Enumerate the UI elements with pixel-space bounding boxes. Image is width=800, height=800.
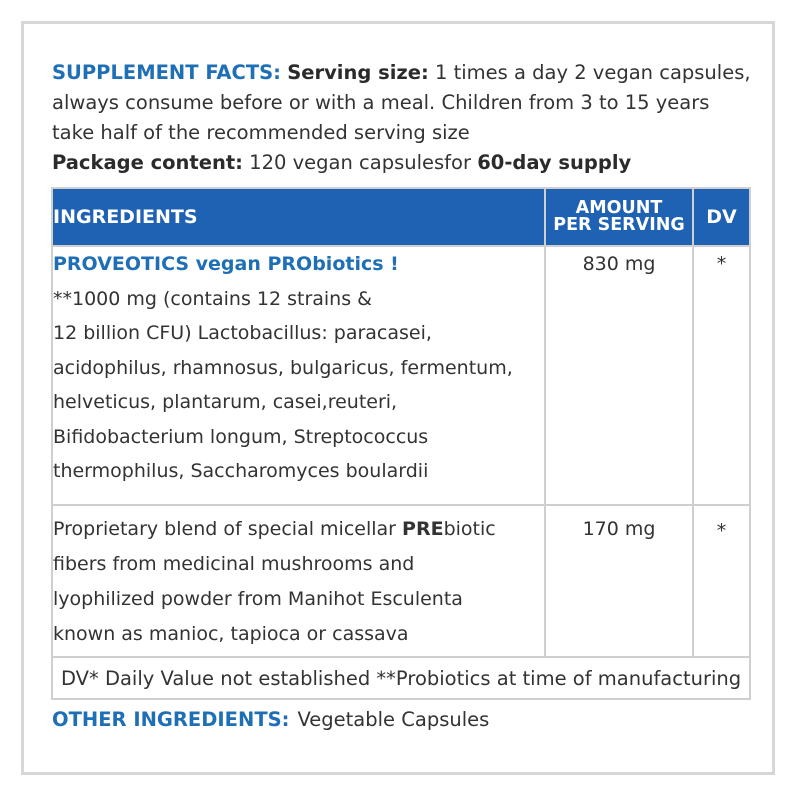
ingredient-description — [52, 505, 545, 657]
prebiotic-bold: PRE — [402, 518, 444, 540]
ingredient-line: fibers from medicinal mushrooms and — [53, 553, 415, 575]
serving-size-label: Serving size: — [287, 61, 429, 84]
prebiotic-prefix: Proprietary blend of special micellar — [53, 518, 403, 540]
amount-cell: 170 mg — [545, 505, 693, 657]
product-name: PROVEOTICS vegan PRObiotics ! — [53, 253, 399, 275]
amount-header-line-1: AMOUNT — [575, 198, 663, 218]
other-ingredients — [52, 708, 489, 731]
other-ingredients-value: Vegetable Capsules — [297, 708, 490, 731]
supplement-facts-heading: SUPPLEMENT FACTS: — [52, 61, 281, 84]
amount-header-line-2: PER SERVING — [553, 215, 685, 235]
amount-header — [545, 188, 693, 246]
ingredient-line: known as manioc, tapioca or cassava — [53, 623, 409, 645]
ingredient-description — [52, 246, 545, 505]
other-ingredients-label: OTHER INGREDIENTS: — [52, 708, 290, 731]
package-content-line — [52, 148, 752, 178]
ingredient-line: Bifidobacterium longum, Streptococcus — [53, 425, 429, 448]
amount-cell: 830 mg — [545, 246, 693, 505]
ingredient-line — [53, 518, 496, 540]
ingredient-line: 12 billion CFU) Lactobacillus: paracasei, — [53, 322, 432, 344]
ingredients-header: INGREDIENTS — [52, 188, 545, 246]
intro-line-1 — [52, 58, 752, 88]
footnote: DV* Daily Value not established **Probiotics at time of manufacturing — [52, 657, 750, 699]
ingredients-table — [51, 187, 751, 700]
table-header-row — [52, 188, 750, 246]
dv-cell: * — [693, 505, 750, 657]
supplement-facts-intro — [52, 58, 752, 178]
ingredient-line: acidophilus, rhamnosus, bulgaricus, fermentum, — [53, 356, 513, 379]
dv-cell: * — [693, 246, 750, 505]
package-content-text: 120 vegan capsulesfor — [242, 151, 478, 174]
footnote-row — [52, 657, 750, 699]
dv-header: DV — [693, 188, 750, 246]
package-supply: 60-day supply — [477, 151, 632, 174]
prebiotic-suffix: biotic — [443, 518, 496, 540]
ingredient-line: thermophilus, Saccharomyces boulardii — [53, 460, 429, 482]
package-content-label: Package content: — [52, 151, 243, 174]
ingredient-line: lyophilized powder from Manihot Esculenta — [53, 588, 463, 610]
serving-size-text-3: take half of the recommended serving size — [52, 121, 470, 144]
ingredient-line: helveticus, plantarum, casei,reuteri, — [53, 391, 398, 413]
ingredient-line: **1000 mg (contains 12 strains & — [53, 287, 372, 310]
table-row — [52, 246, 750, 505]
table-row — [52, 505, 750, 657]
serving-size-text-2: always consume before or with a meal. Children from 3 to 15 years — [52, 91, 710, 114]
serving-size-text-1: 1 times a day 2 vegan capsules, — [428, 61, 751, 84]
